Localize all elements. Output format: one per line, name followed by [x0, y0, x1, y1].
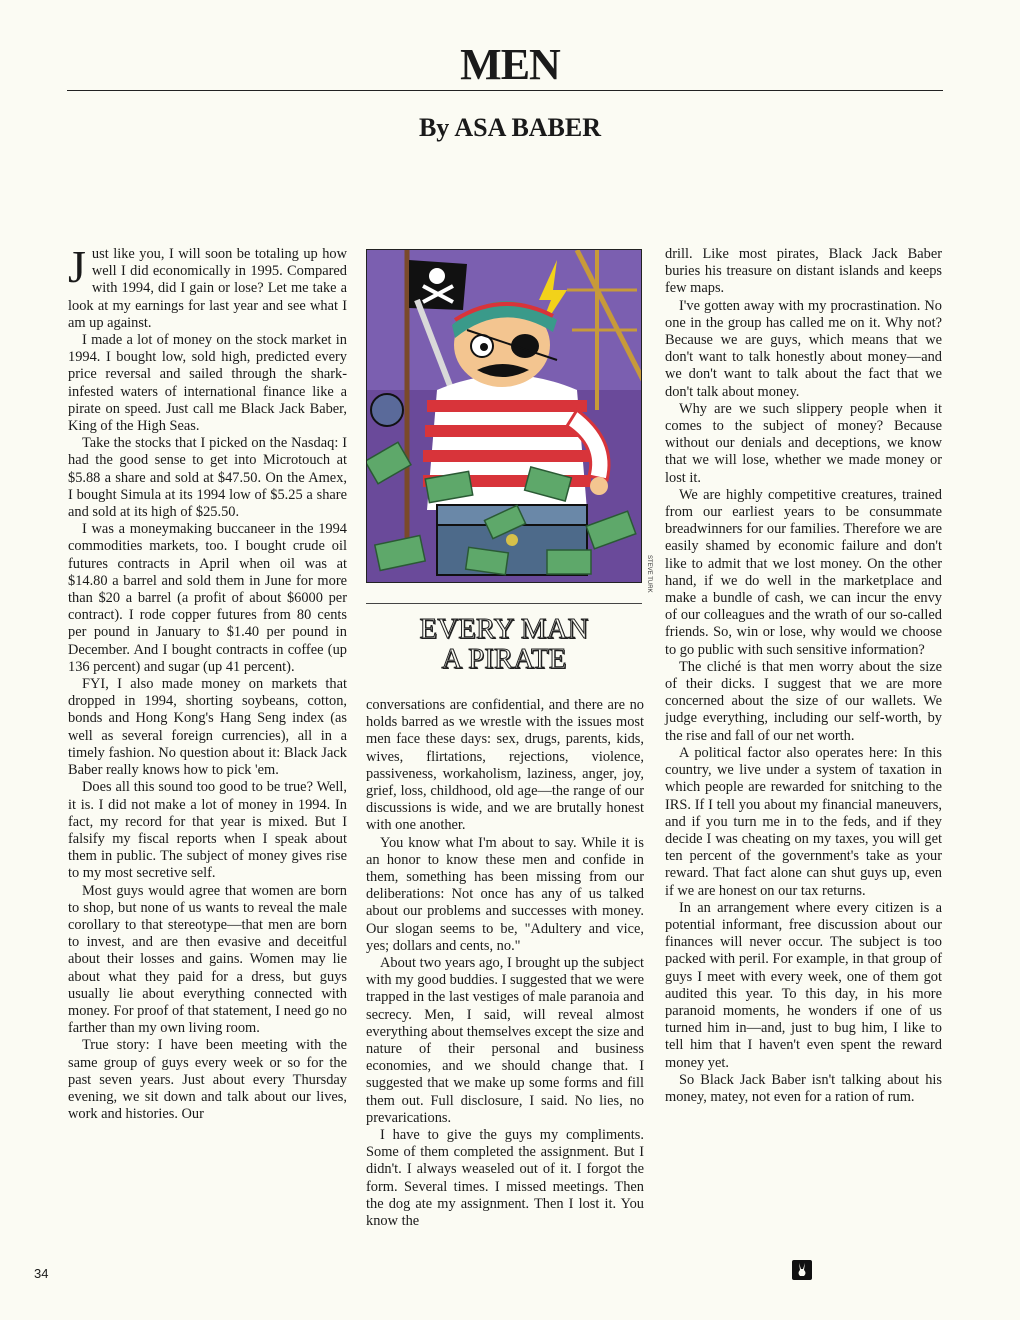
headline-line-2: A PIRATE [441, 643, 567, 675]
headline-rule [366, 603, 642, 604]
paragraph: Does all this sound too good to be true? Well, it is. I did not make a lot of money in 1994. In fact, my record for that year is mixed. But I falsify my fiscal reports when I speak about them in public. The subject of money gives rise to my most secretive self. [68, 779, 347, 882]
paragraph [68, 241, 347, 332]
paragraph: I have to give the guys my compliments. Some of them completed the assignment. But I didn't. I always weaseled out of it. I forgot the form. Several times. I missed meetings. Then the dog ate my assignment. Then I lost it. You know the [366, 1127, 644, 1230]
paragraph: I've gotten away with my procrastination. No one in the group has called me on it. Why not? Because we are guys, which means that we don't want to talk honestly about money—and we don't want to talk about the fact that we don't talk about money. [665, 297, 942, 400]
illustration-credit: STEVE TURK [646, 555, 652, 593]
paragraph: I was a moneymaking buccaneer in the 1994 commodities markets, too. I bought crude oil futures contracts in April when oil was at $14.80 a barrel and sold them in June for more than $20 a barrel (a profit of about $6000 per contract). I rode copper futures from 80 cents per pound in January to $1.40 per pound in December. And I bought contracts in coffee (up 136 percent) and sugar (up 41 percent). [68, 521, 347, 675]
article-column-1 [68, 241, 347, 1123]
paragraph: True story: I have been meeting with the same group of guys every week or so for the past seven years. Just about every Thursday evening, we sit down and talk about our lives, work and histories. Our [68, 1037, 347, 1123]
paragraph: In an arrangement where every citizen is a potential informant, free discussion about our finances will never occur. The subject is too packed with peril. For example, in that group of guys I meet with every week, one of them got audited this year. To this day, in his more paranoid moments, he wonders if one of us turned him in—and, just to bug him, I like to tell him that I haven't even spent the reward money yet. [665, 899, 942, 1071]
paragraph: You know what I'm about to say. While it is an honor to know these men and confide in them, something has been missing from our deliberations: Not once has any of us talked about our problems and successes with money. Our slogan seems to be, "Adultery and vice, yes; dollars and cents, no." [366, 834, 644, 954]
byline: By ASA BABER [418, 113, 602, 142]
paragraph: conversations are confidential, and there are no holds barred as we wrestle with the issues most men face these days: sex, drugs, parents, kids, wives, flirtations, rejections, violence, passiveness, workaholism, laziness, anger, joy, grief, loss, childhood, old age—the range of our discussions is wide, and we are brutally honest with one another. [366, 697, 644, 834]
paragraph: Most guys would agree that women are born to shop, but none of us wants to reveal the male corollary to that stereotype—that men are born to invest, and are then evasive and deceitful about their losses and gains. Women may lie about what they paid for a dress, but guys usually lie about everything connected with money. For proof of that statement, I need go no farther than my own living room. [68, 882, 347, 1037]
pirate-illustration-art [367, 250, 642, 583]
paragraph: Take the stocks that I picked on the Nasdaq: I had the good sense to get into Microtouch at $5.88 a share and sold at $47.50. On the Amex, I bought Simula at its 1994 low of $5.25 a share and sold at its high of $25.50. [68, 435, 347, 521]
page-number: 34 [34, 1266, 49, 1281]
paragraph: A political factor also operates here: In this country, we live under a system of taxation in which people are rewarded for snitching to the IRS. If I tell you about my financial maneuvers, and if you turn me in to the feds, and if they decide I was cheating on my taxes, you will get ten percent of the government's take as your reward. That fact alone can shut guys up, even if we are honest on our tax returns. [665, 744, 942, 899]
headline-line-1: EVERY MAN [419, 613, 589, 645]
rabbit-head-logo-icon [792, 1260, 812, 1280]
paragraph: Why are we such slippery people when it comes to the subject of money? Because without our denials and deceptions, we know that we will lose, whether we made money or lost it. [665, 400, 942, 486]
paragraph: About two years ago, I brought up the subject with my good buddies. I suggested that we were trapped in the last vestiges of male paranoia and secrecy. Men, I said, will reveal almost everything about themselves except the size and nature of their personal and business economies, and we should change that. I suggested that we make up some forms and fill them out. Full disclosure, I said. No lies, no prevarications. [366, 955, 644, 1126]
paragraph: So Black Jack Baber isn't talking about his money, matey, not even for a ration of rum. [665, 1071, 942, 1105]
article-headline [366, 614, 642, 674]
top-rule [67, 90, 943, 91]
article-column-3 [665, 246, 942, 1106]
pirate-illustration [366, 249, 642, 583]
drop-cap: J [68, 241, 86, 292]
paragraph: I made a lot of money on the stock market in 1994. I bought low, sold high, predicted every price reversal and sailed through the shark-infested waters of international finance like a pirate on speed. Just call me Black Jack Baber, King of the High Seas. [68, 332, 347, 435]
section-title: MEN [460, 40, 560, 89]
article-column-2 [366, 697, 644, 1230]
paragraph: drill. Like most pirates, Black Jack Baber buries his treasure on distant islands and keeps few maps. [665, 246, 942, 297]
paragraph: The cliché is that men worry about the size of their dicks. I suggest that we are more concerned about the size of our wallets. We judge everything, including our self-worth, by the rise and fall of our net worth. [665, 658, 942, 744]
paragraph-text: ust like you, I will soon be totaling up how well I did economically in 1995. Compared with 1994, did I gain or lose? Let me take a look at my earnings for last year and see what I am up against. [68, 246, 347, 331]
paragraph: FYI, I also made money on markets that dropped in 1994, shorting soybeans, cotton, bonds and Hong Kong's Hang Seng index (as well as several foreign currencies), all in a timely fashion. No question about it: Black Jack Baber really knows how to pick 'em. [68, 676, 347, 779]
paragraph: We are highly competitive creatures, trained from our earliest years to be consummate breadwinners for our families. Therefore we are easily shamed by economic failure and don't like to admit that we lost money. On the other hand, if we do well in the marketplace and make a bundle of cash, we can incur the envy of our colleagues and the wrath of our so-called friends. So, win or lose, why would we choose to go public with such sensitive information? [665, 486, 942, 658]
